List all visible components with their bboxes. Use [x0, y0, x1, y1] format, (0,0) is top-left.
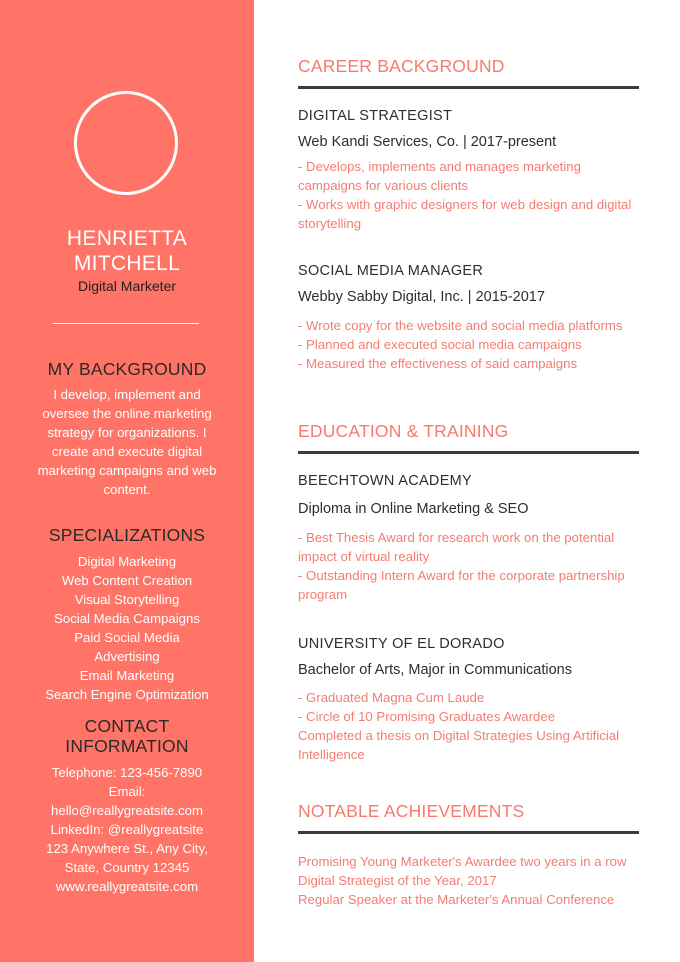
profile-photo-placeholder — [74, 91, 178, 195]
sidebar-divider — [53, 323, 199, 324]
school-name: BEECHTOWN ACADEMY — [298, 473, 473, 489]
full-name — [0, 226, 254, 276]
specialization-item: Web Content Creation — [61, 573, 193, 588]
contact-website: www.reallygreatsite.com — [55, 879, 199, 894]
contact-address-line1: 123 Anywhere St., Any City, — [46, 841, 208, 856]
specialization-item: Visual Storytelling — [74, 592, 180, 607]
name-first: HENRIETTA — [66, 227, 188, 250]
achievement-item: Promising Young Marketer's Awardee two years in a row — [298, 854, 627, 869]
job-company: Web Kandi Services, Co. | 2017-present — [298, 134, 557, 150]
school-bullet: - Circle of 10 Promising Graduates Awardee — [298, 709, 556, 724]
job-title: SOCIAL MEDIA MANAGER — [298, 263, 484, 279]
achievement-item: Regular Speaker at the Marketer's Annual Conference — [298, 892, 615, 907]
job-bullets — [298, 316, 643, 373]
job-title: DIGITAL STRATEGIST — [298, 108, 453, 124]
school-degree: Diploma in Online Marketing & SEO — [298, 501, 529, 517]
job-bullet: - Measured the effectiveness of said campaigns — [298, 356, 578, 371]
background-text: I develop, implement and oversee the online marketing strategy for organizations. I create and execute digital marketing campaigns and web content. — [37, 387, 217, 497]
contact-linkedin: LinkedIn: @reallygreatsite — [50, 822, 204, 837]
contact-email: hello@reallygreatsite.com — [51, 803, 203, 818]
job-bullets — [298, 157, 643, 233]
school-bullet: Completed a thesis on Digital Strategies Using Artificial Intelligence — [298, 728, 620, 762]
specializations-heading: SPECIALIZATIONS — [48, 525, 206, 545]
contact-phone: Telephone: 123-456-7890 — [51, 765, 203, 780]
contact-email-label: Email: — [108, 784, 146, 799]
job-role: Digital Marketer — [77, 278, 177, 294]
contact-list — [10, 763, 244, 896]
achievement-item: Digital Strategist of the Year, 2017 — [298, 873, 497, 888]
sidebar — [0, 0, 254, 962]
job-bullet: - Develops, implements and manages marketing campaigns for various clients — [298, 159, 581, 193]
job-bullet: - Wrote copy for the website and social media platforms — [298, 318, 623, 333]
achievements-section-title: NOTABLE ACHIEVEMENTS — [298, 801, 525, 821]
school-degree: Bachelor of Arts, Major in Communications — [298, 662, 572, 678]
career-section-rule — [298, 86, 639, 89]
school-bullet: - Graduated Magna Cum Laude — [298, 690, 485, 705]
specialization-item: Social Media Campaigns — [54, 611, 200, 626]
job-bullet: - Planned and executed social media campaigns — [298, 337, 582, 352]
achievements-section-rule — [298, 831, 639, 834]
education-section-title: EDUCATION & TRAINING — [298, 421, 509, 441]
job-bullet: - Works with graphic designers for web design and digital storytelling — [298, 197, 632, 231]
school-bullets — [298, 528, 643, 604]
education-section-rule — [298, 451, 639, 454]
school-bullets — [298, 688, 643, 764]
career-section-title: CAREER BACKGROUND — [298, 56, 505, 76]
specialization-item: Email Marketing — [79, 668, 175, 683]
contact-heading-line1: CONTACT — [84, 716, 170, 736]
contact-address-line2: State, Country 12345 — [64, 860, 190, 875]
job-company: Webby Sabby Digital, Inc. | 2015-2017 — [298, 289, 545, 305]
background-heading: MY BACKGROUND — [47, 359, 207, 379]
school-bullet: - Outstanding Intern Award for the corporate partnership program — [298, 568, 625, 602]
contact-heading-line2: INFORMATION — [65, 736, 189, 756]
name-last: MITCHELL — [73, 252, 181, 275]
specialization-item: Paid Social Media — [74, 630, 180, 645]
specialization-item: Search Engine Optimization — [45, 687, 209, 702]
specializations-list — [10, 552, 244, 704]
school-bullet: - Best Thesis Award for research work on the potential impact of virtual reality — [298, 530, 615, 564]
specialization-item: Digital Marketing — [77, 554, 177, 569]
achievements-list — [298, 852, 643, 909]
specialization-item: Advertising — [94, 649, 160, 664]
school-name: UNIVERSITY OF EL DORADO — [298, 636, 505, 652]
contact-heading — [0, 716, 254, 756]
